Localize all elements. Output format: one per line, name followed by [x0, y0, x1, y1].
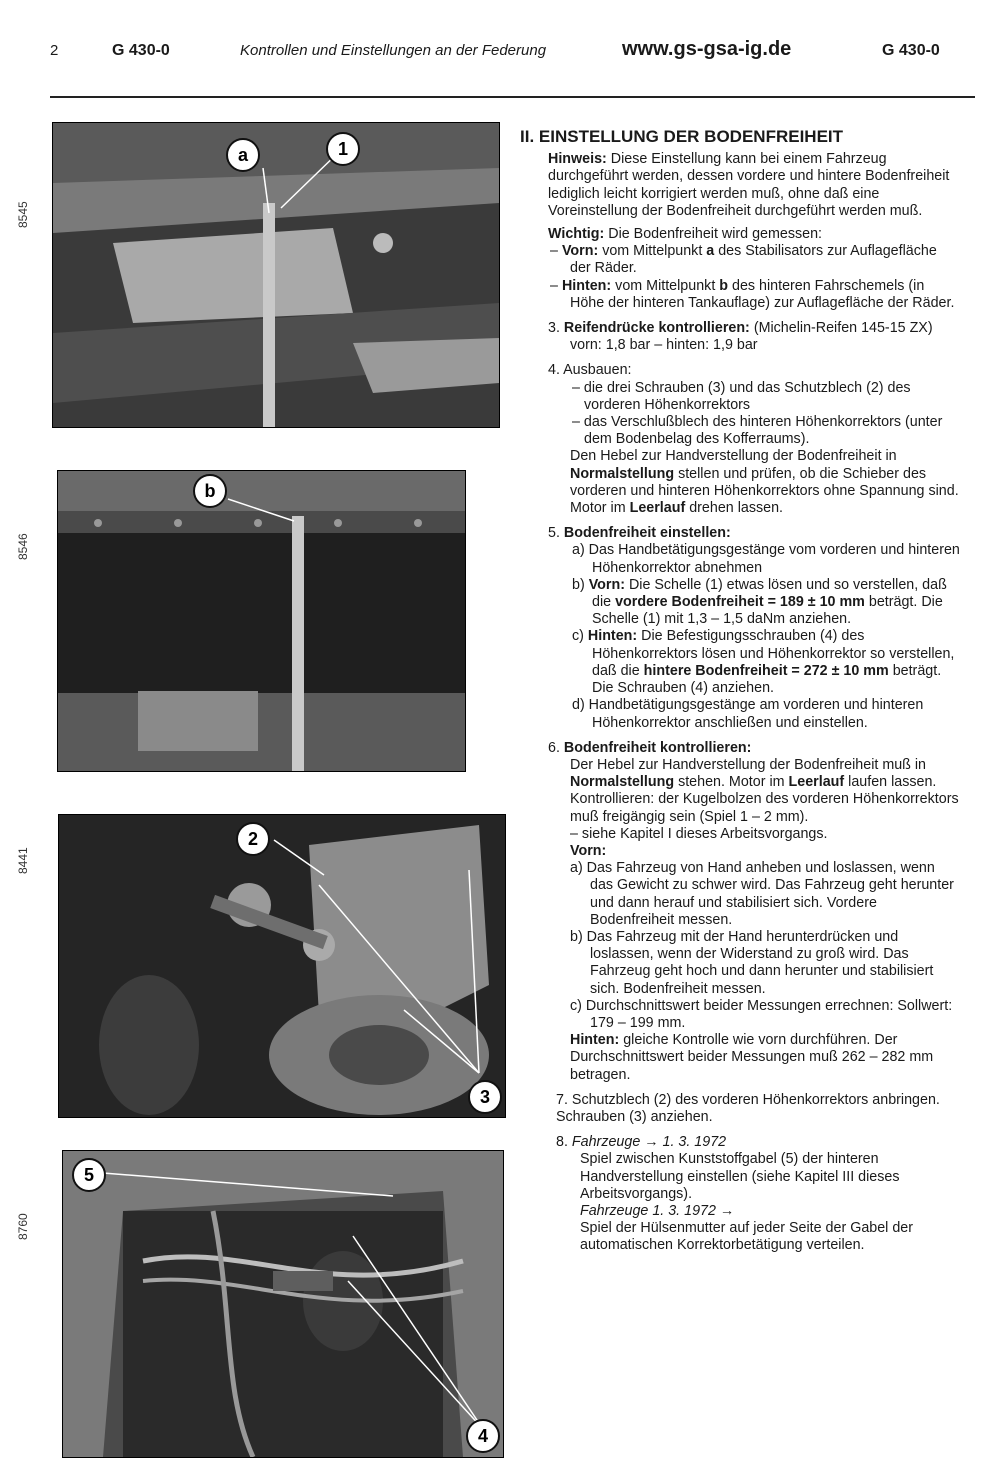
callout-2: 2 [236, 822, 270, 856]
step-number: 4. [548, 362, 560, 379]
step-4-d-bold: Leerlauf [629, 500, 686, 517]
vorn-text-2: des Stabilisators zur Auflagefläche der Räder. [570, 243, 937, 277]
step-6-line-2: Kontrollieren: der Kugelbolzen des vorderen Höhenkorrektors muß freigängig sein (Spiel 1 – 2 mm). [570, 791, 959, 825]
step-5-b-label: Vorn: [588, 576, 625, 593]
step-4-d [520, 500, 960, 517]
hinweis-paragraph [520, 151, 960, 220]
step-5-c-text: Die Befestigungsschrauben (4) des Höhenkorrektors lösen und Höhenkorrektor so verstellen, daß die [592, 628, 955, 679]
wichtig-label: Wichtig: [548, 226, 605, 243]
step-4-heading: Ausbauen: [563, 362, 632, 379]
section-heading: II. EINSTELLUNG DER BODENFREIHEIT [520, 127, 844, 146]
step-7 [520, 1092, 960, 1126]
step-number: 6. [548, 739, 560, 756]
step-3-line: vorn: 1,8 bar – hinten: 1,9 bar [570, 337, 758, 354]
callout-3: 3 [468, 1080, 502, 1114]
step-7-text: Schutzblech (2) des vorderen Höhenkorrektors anbringen. Schrauben (3) anziehen. [556, 1091, 940, 1125]
step-6-heading: Bodenfreiheit kontrollieren: [563, 739, 752, 756]
step-5-c-bold: hintere Bodenfreiheit = 272 ± 10 mm [643, 662, 889, 679]
step-4-d-text: Motor im [570, 500, 626, 517]
callout-4: 4 [466, 1419, 500, 1453]
step-5-c-text-2: beträgt. Die Schrauben (4) anziehen. [592, 662, 942, 697]
step-4-c-text: Den Hebel zur Handverstellung der Bodenfreiheit in [570, 448, 897, 465]
hinweis-label: Hinweis: [548, 151, 607, 168]
doc-code-right: G 430-0 [882, 42, 940, 59]
header-rule [50, 96, 975, 98]
step-6-bold: Normalstellung [570, 774, 675, 791]
step-4-b: – das Verschlußblech des hinteren Höhenkorrektors (unter dem Bodenbelag des Kofferraums). [572, 414, 943, 448]
step-5-c-marker: c) [572, 628, 584, 645]
photo-rear-height-corrector [62, 1150, 504, 1458]
figure-number: 8760 [16, 1213, 30, 1240]
doc-code-left: G 430-0 [112, 42, 170, 59]
step-6-vorn-label: Vorn: [570, 842, 607, 859]
callout-5: 5 [72, 1158, 106, 1192]
vorn-text-1: vom Mittelpunkt [602, 243, 703, 260]
header-title: Kontrollen und Einstellungen an der Federung [240, 42, 547, 59]
vorn-mark: a [706, 243, 715, 260]
step-6-hinten [520, 1032, 960, 1084]
step-8-line-2: Spiel der Hülsenmutter auf jeder Seite der Gabel der automatischen Korrektorbetätigung verteilen. [580, 1220, 913, 1254]
step-number: 7. [556, 1091, 568, 1108]
step-4-c-bold: Normalstellung [570, 465, 675, 482]
step-5-b [520, 577, 960, 629]
step-number: 5. [548, 525, 560, 542]
instruction-column [520, 128, 960, 1255]
step-3-heading: Reifendrücke kontrollieren: [563, 320, 750, 337]
step-4-c [520, 448, 960, 500]
step-6-line-1 [520, 757, 960, 791]
photo-front-stabilizer [52, 122, 500, 428]
wichtig-text: Die Bodenfreiheit wird gemessen: [608, 226, 823, 243]
step-6-text-3: laufen lassen. [848, 774, 937, 791]
step-6-hinten-text: gleiche Kontrolle wie vorn durchführen. Der Durchschnittswert beider Messungen muß 262 – 282 mm betragen. [570, 1032, 934, 1083]
hinweis-text: Diese Einstellung kann bei einem Fahrzeug durchgeführt werden, dessen vordere und hintere Bodenfreiheit lediglich leicht korrigiert werden muß, ohne daß eine Voreinstellung der Bodenfreiheit durchgeführt werden muß. [548, 151, 950, 219]
step-6-bold-2: Leerlauf [788, 774, 845, 791]
step-5-c-label: Hinten: [587, 628, 638, 645]
step-4-a: – die drei Schrauben (3) und das Schutzblech (2) des vorderen Höhenkorrektors [572, 379, 911, 413]
step-5-b-text-2: beträgt. Die Schelle (1) mit 1,3 – 1,5 daNm anziehen. [592, 594, 943, 628]
step-5-heading: Bodenfreiheit einstellen: [563, 525, 731, 542]
step-5-b-text: Die Schelle (1) etwas lösen und so verstellen, daß die [592, 576, 947, 611]
step-3 [520, 320, 960, 337]
hinten-text-1: vom Mittelpunkt [615, 277, 716, 294]
callout-a: a [226, 138, 260, 172]
step-4-c-text-2: stellen und prüfen, ob die Schieber des vorderen und hinteren Höhenkorrektors ohne Spannung sind. [570, 465, 959, 499]
step-6-a: a) Das Fahrzeug von Hand anheben und loslassen, wenn das Gewicht zu schwer wird. Das Fahrzeug geht herunter und dann herauf und stabilisiert sich. Vordere Bodenfreiheit messen. [570, 860, 954, 928]
step-8 [520, 1134, 960, 1151]
step-5 [520, 525, 960, 542]
step-number: 8. [556, 1134, 568, 1151]
step-5-b-marker: b) [572, 576, 585, 593]
callout-b: b [193, 474, 227, 508]
step-6-c: c) Durchschnittswert beider Messungen errechnen: Sollwert: 179 – 199 mm. [570, 997, 953, 1031]
hinten-mark: b [719, 277, 729, 294]
step-4 [520, 362, 960, 379]
vorn-measure: – Vorn: vom Mittelpunkt a des Stabilisators zur Auflagefläche der Räder. [550, 243, 937, 277]
step-6-line-3: – siehe Kapitel I dieses Arbeitsvorgangs. [570, 825, 828, 842]
photo-rear-subframe [57, 470, 466, 772]
page-number: 2 [50, 42, 59, 59]
website-url: www.gs-gsa-ig.de [622, 38, 792, 60]
hinten-measure: – Hinten: vom Mittelpunkt b des hinteren Fahrschemels (in Höhe der hinteren Tankauflage) zur Auflagefläche der Räder. [550, 277, 955, 311]
figure-number: 8441 [16, 847, 30, 874]
step-5-d: d) Handbetätigungsgestänge am vorderen und hinteren Höhenkorrektor anschließen und einstellen. [572, 697, 924, 731]
step-8-line-1: Spiel zwischen Kunststoffgabel (5) der hinteren Handverstellung einstellen (siehe Kapitel III dieses Arbeitsvorgangs). [580, 1151, 900, 1202]
vorn-label: Vorn: [561, 243, 599, 260]
step-6-text-2: stehen. Motor im [678, 774, 785, 791]
figure-number: 8546 [16, 533, 30, 560]
figure-number: 8545 [16, 201, 30, 228]
hinten-label: Hinten: [561, 277, 612, 294]
step-6-b: b) Das Fahrzeug mit der Hand herunterdrücken und loslassen, wenn der Widerstand zu groß wird. Das Fahrzeug geht hoch und dann herunter und stabilisiert sich. Bodenfreiheit messen. [570, 928, 934, 997]
step-5-c [520, 628, 960, 697]
step-number: 3. [548, 320, 560, 337]
wichtig-paragraph [520, 226, 960, 243]
step-8-heading: Fahrzeuge → 1. 3. 1972 [571, 1134, 727, 1151]
hinten-text-2: des hinteren Fahrschemels (in Höhe der hinteren Tankauflage) zur Auflagefläche der Räder. [570, 277, 955, 311]
step-6 [520, 740, 960, 757]
step-5-b-bold: vordere Bodenfreiheit = 189 ± 10 mm [615, 594, 865, 611]
callout-1: 1 [326, 132, 360, 166]
step-6-hinten-label: Hinten: [570, 1032, 620, 1049]
photo-front-height-corrector [58, 814, 506, 1118]
step-4-d-text-2: drehen lassen. [689, 500, 783, 517]
step-3-tail: (Michelin-Reifen 145-15 ZX) [753, 320, 933, 337]
step-8-heading-2: Fahrzeuge 1. 3. 1972 → [580, 1202, 735, 1219]
step-6-text: Der Hebel zur Handverstellung der Bodenfreiheit muß in [570, 756, 927, 773]
step-5-a: a) Das Handbetätigungsgestänge vom vorderen und hinteren Höhenkorrektor abnehmen [572, 542, 960, 576]
